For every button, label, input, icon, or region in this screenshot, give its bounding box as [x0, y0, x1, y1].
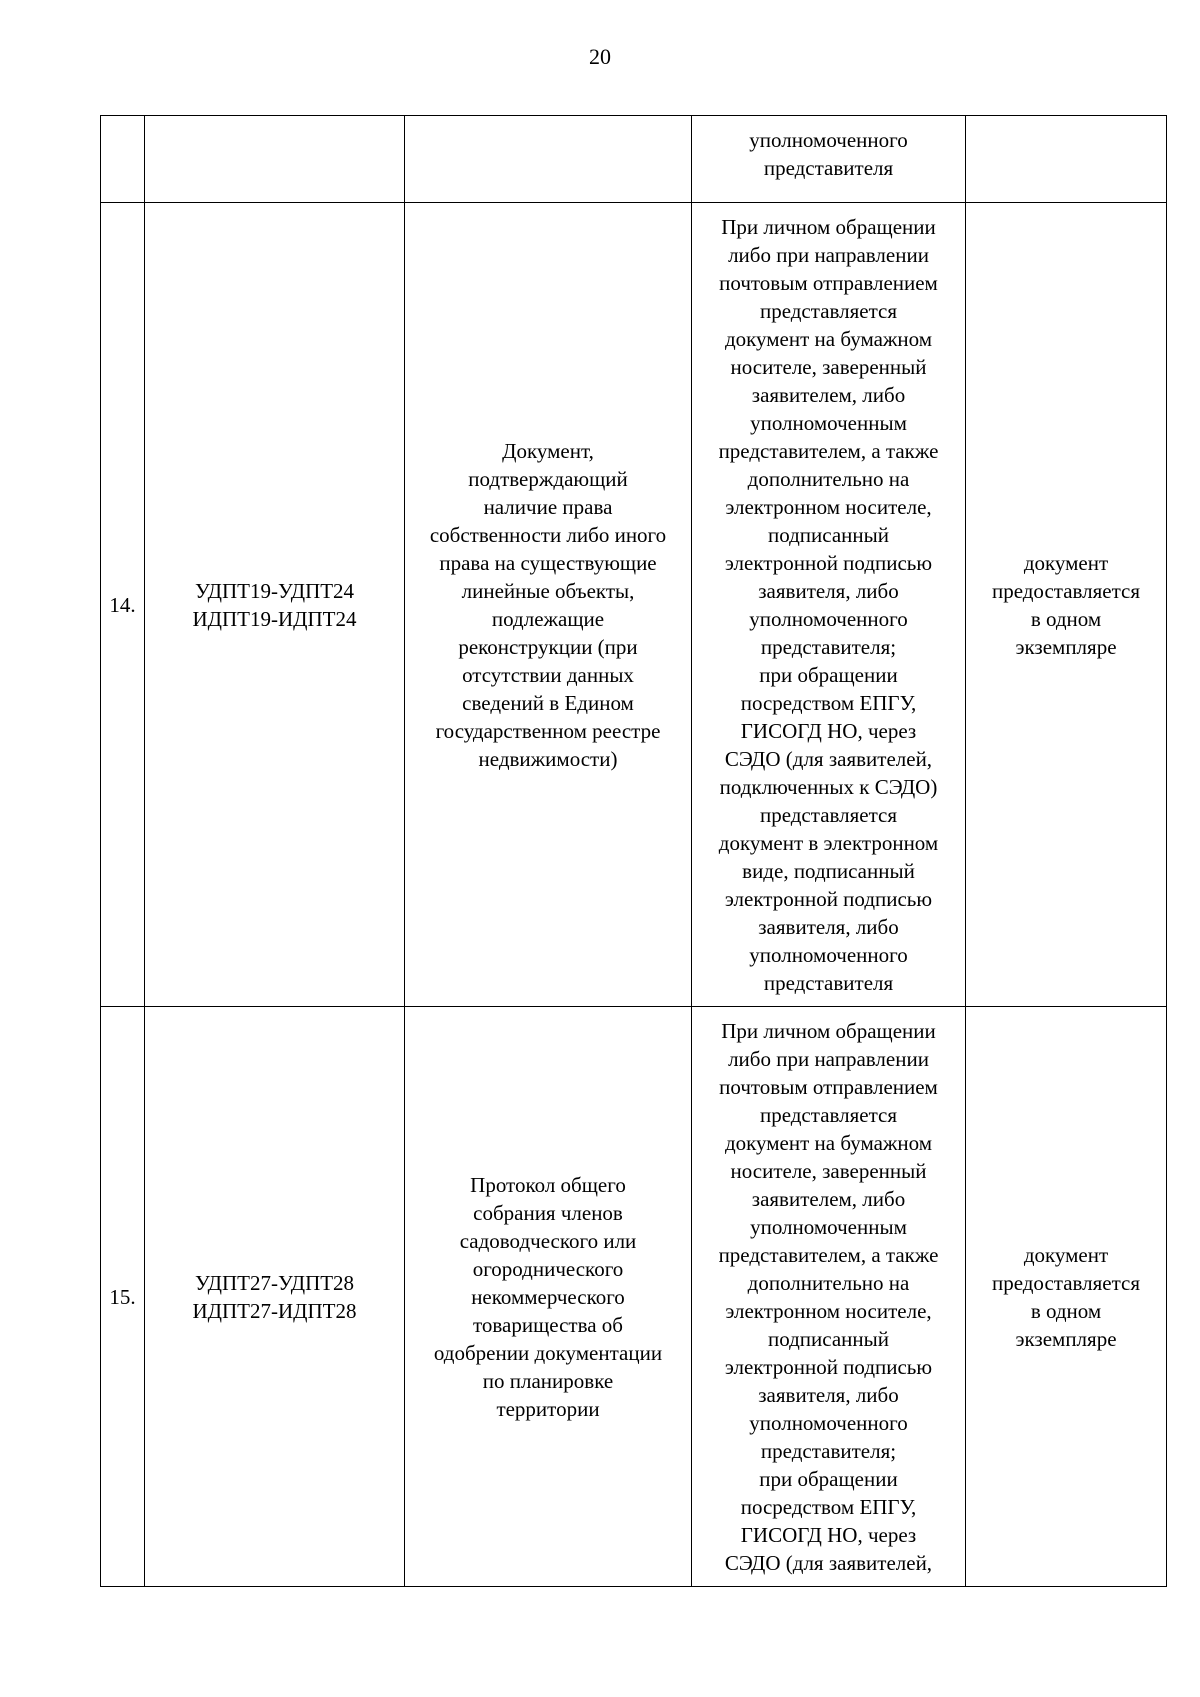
text-line: подписанный	[767, 523, 890, 547]
text-line: электронной подписью	[724, 551, 933, 575]
text-line: документ в электронном	[718, 831, 939, 855]
text-line: Протокол общего	[470, 1173, 626, 1197]
text-line: предоставляется	[991, 1271, 1141, 1295]
text-line: уполномоченного	[749, 128, 908, 152]
text-line: представляется	[759, 803, 898, 827]
text-line: дополнительно на	[747, 467, 910, 491]
text-line: носителе, заверенный	[730, 1159, 927, 1183]
text-line: уполномоченным	[750, 411, 907, 435]
text-line: собрания членов	[473, 1201, 623, 1225]
text-line: экземпляре	[1015, 635, 1117, 659]
text-line: СЭДО (для заявителей,	[724, 1551, 933, 1575]
text-line: товарищества об	[472, 1313, 623, 1337]
text-line: уполномоченного	[749, 607, 908, 631]
text-line: представителем, а также	[718, 439, 939, 463]
text-line: садоводческого или	[459, 1229, 637, 1253]
text-line: отсутствии данных	[462, 663, 634, 687]
text-line: ИДПТ27-ИДПТ28	[192, 1299, 357, 1323]
text-line: экземпляре	[1015, 1327, 1117, 1351]
document-text	[409, 437, 687, 773]
submission-text	[696, 126, 961, 182]
text-line: государственном реестре	[435, 719, 661, 743]
text-line: по планировке	[482, 1369, 614, 1393]
text-line: представителя;	[760, 635, 897, 659]
row-number-cell	[101, 1007, 145, 1587]
text-line: уполномоченного	[749, 943, 908, 967]
text-line: электронном носителе,	[725, 1299, 932, 1323]
text-line: одобрении документации	[433, 1341, 663, 1365]
text-line: подлежащие	[491, 607, 605, 631]
text-line: представителя	[763, 971, 894, 995]
documents-table	[100, 115, 1167, 1587]
text-line: представителя	[763, 156, 894, 180]
text-line: линейные объекты,	[461, 579, 635, 603]
copies-text	[970, 1241, 1162, 1353]
codes-cell	[145, 116, 405, 203]
text-line: документ	[1023, 551, 1109, 575]
text-line: либо при направлении	[728, 1047, 929, 1071]
text-line: уполномоченным	[750, 1215, 907, 1239]
text-line: территории	[496, 1397, 600, 1421]
text-line: дополнительно на	[747, 1271, 910, 1295]
text-line: посредством ЕПГУ,	[740, 1495, 917, 1519]
text-line: заявителя, либо	[758, 915, 899, 939]
text-line: посредством ЕПГУ,	[740, 691, 917, 715]
codes-text	[149, 1269, 400, 1325]
text-line: УДПТ19-УДПТ24	[194, 579, 355, 603]
document-text	[409, 1171, 687, 1423]
text-line: документ	[1023, 1243, 1109, 1267]
codes-text	[149, 577, 400, 633]
text-line: документ на бумажном	[724, 327, 933, 351]
text-line: подтверждающий	[468, 467, 628, 491]
text-line: почтовым отправлением	[719, 271, 938, 295]
table-row	[101, 116, 1167, 203]
text-line: ИДПТ19-ИДПТ24	[192, 607, 357, 631]
copies-cell	[966, 116, 1167, 203]
text-line: При личном обращении	[721, 215, 936, 239]
text-line: электронном носителе,	[725, 495, 932, 519]
text-line: виде, подписанный	[742, 859, 915, 883]
copies-cell	[966, 203, 1167, 1007]
text-line: заявителя, либо	[758, 1383, 899, 1407]
text-line: подписанный	[767, 1327, 890, 1351]
text-line: при обращении	[759, 663, 898, 687]
text-line: почтовым отправлением	[719, 1075, 938, 1099]
row-number-cell	[101, 203, 145, 1007]
text-line: подключенных к СЭДО)	[719, 775, 938, 799]
submission-cell	[692, 203, 966, 1007]
text-line: СЭДО (для заявителей,	[724, 747, 933, 771]
text-line: документ на бумажном	[724, 1131, 933, 1155]
text-line: носителе, заверенный	[730, 355, 927, 379]
text-line: заявителем, либо	[751, 1187, 906, 1211]
row-number-cell	[101, 116, 145, 203]
text-line: реконструкции (при	[458, 635, 638, 659]
row-number: 15.	[109, 1285, 136, 1309]
table-row	[101, 203, 1167, 1007]
codes-cell	[145, 1007, 405, 1587]
text-line: огороднического	[472, 1257, 624, 1281]
text-line: собственности либо иного	[429, 523, 667, 547]
text-line: права на существующие	[439, 551, 657, 575]
text-line: либо при направлении	[728, 243, 929, 267]
text-line: уполномоченного	[749, 1411, 908, 1435]
submission-text	[696, 1017, 961, 1577]
text-line: в одном	[1030, 1299, 1102, 1323]
text-line: Документ,	[502, 439, 594, 463]
text-line: УДПТ27-УДПТ28	[194, 1271, 355, 1295]
document-cell	[405, 203, 692, 1007]
text-line: некоммерческого	[471, 1285, 625, 1309]
text-line: недвижимости)	[478, 747, 618, 771]
text-line: ГИСОГД НО, через	[740, 1523, 917, 1547]
page-number: 20	[589, 44, 611, 69]
text-line: в одном	[1030, 607, 1102, 631]
text-line: наличие права	[483, 495, 613, 519]
text-line: При личном обращении	[721, 1019, 936, 1043]
text-line: представителем, а также	[718, 1243, 939, 1267]
text-line: сведений в Едином	[462, 691, 634, 715]
document-cell	[405, 116, 692, 203]
text-line: представляется	[759, 299, 898, 323]
codes-cell	[145, 203, 405, 1007]
text-line: представителя;	[760, 1439, 897, 1463]
submission-text	[696, 213, 961, 997]
text-line: заявителем, либо	[751, 383, 906, 407]
copies-text	[970, 549, 1162, 661]
table-row	[101, 1007, 1167, 1587]
text-line: электронной подписью	[724, 1355, 933, 1379]
submission-cell	[692, 116, 966, 203]
text-line: ГИСОГД НО, через	[740, 719, 917, 743]
text-line: заявителя, либо	[758, 579, 899, 603]
submission-cell	[692, 1007, 966, 1587]
copies-cell	[966, 1007, 1167, 1587]
text-line: представляется	[759, 1103, 898, 1127]
document-cell	[405, 1007, 692, 1587]
row-number: 14.	[109, 593, 136, 617]
text-line: предоставляется	[991, 579, 1141, 603]
text-line: при обращении	[759, 1467, 898, 1491]
text-line: электронной подписью	[724, 887, 933, 911]
